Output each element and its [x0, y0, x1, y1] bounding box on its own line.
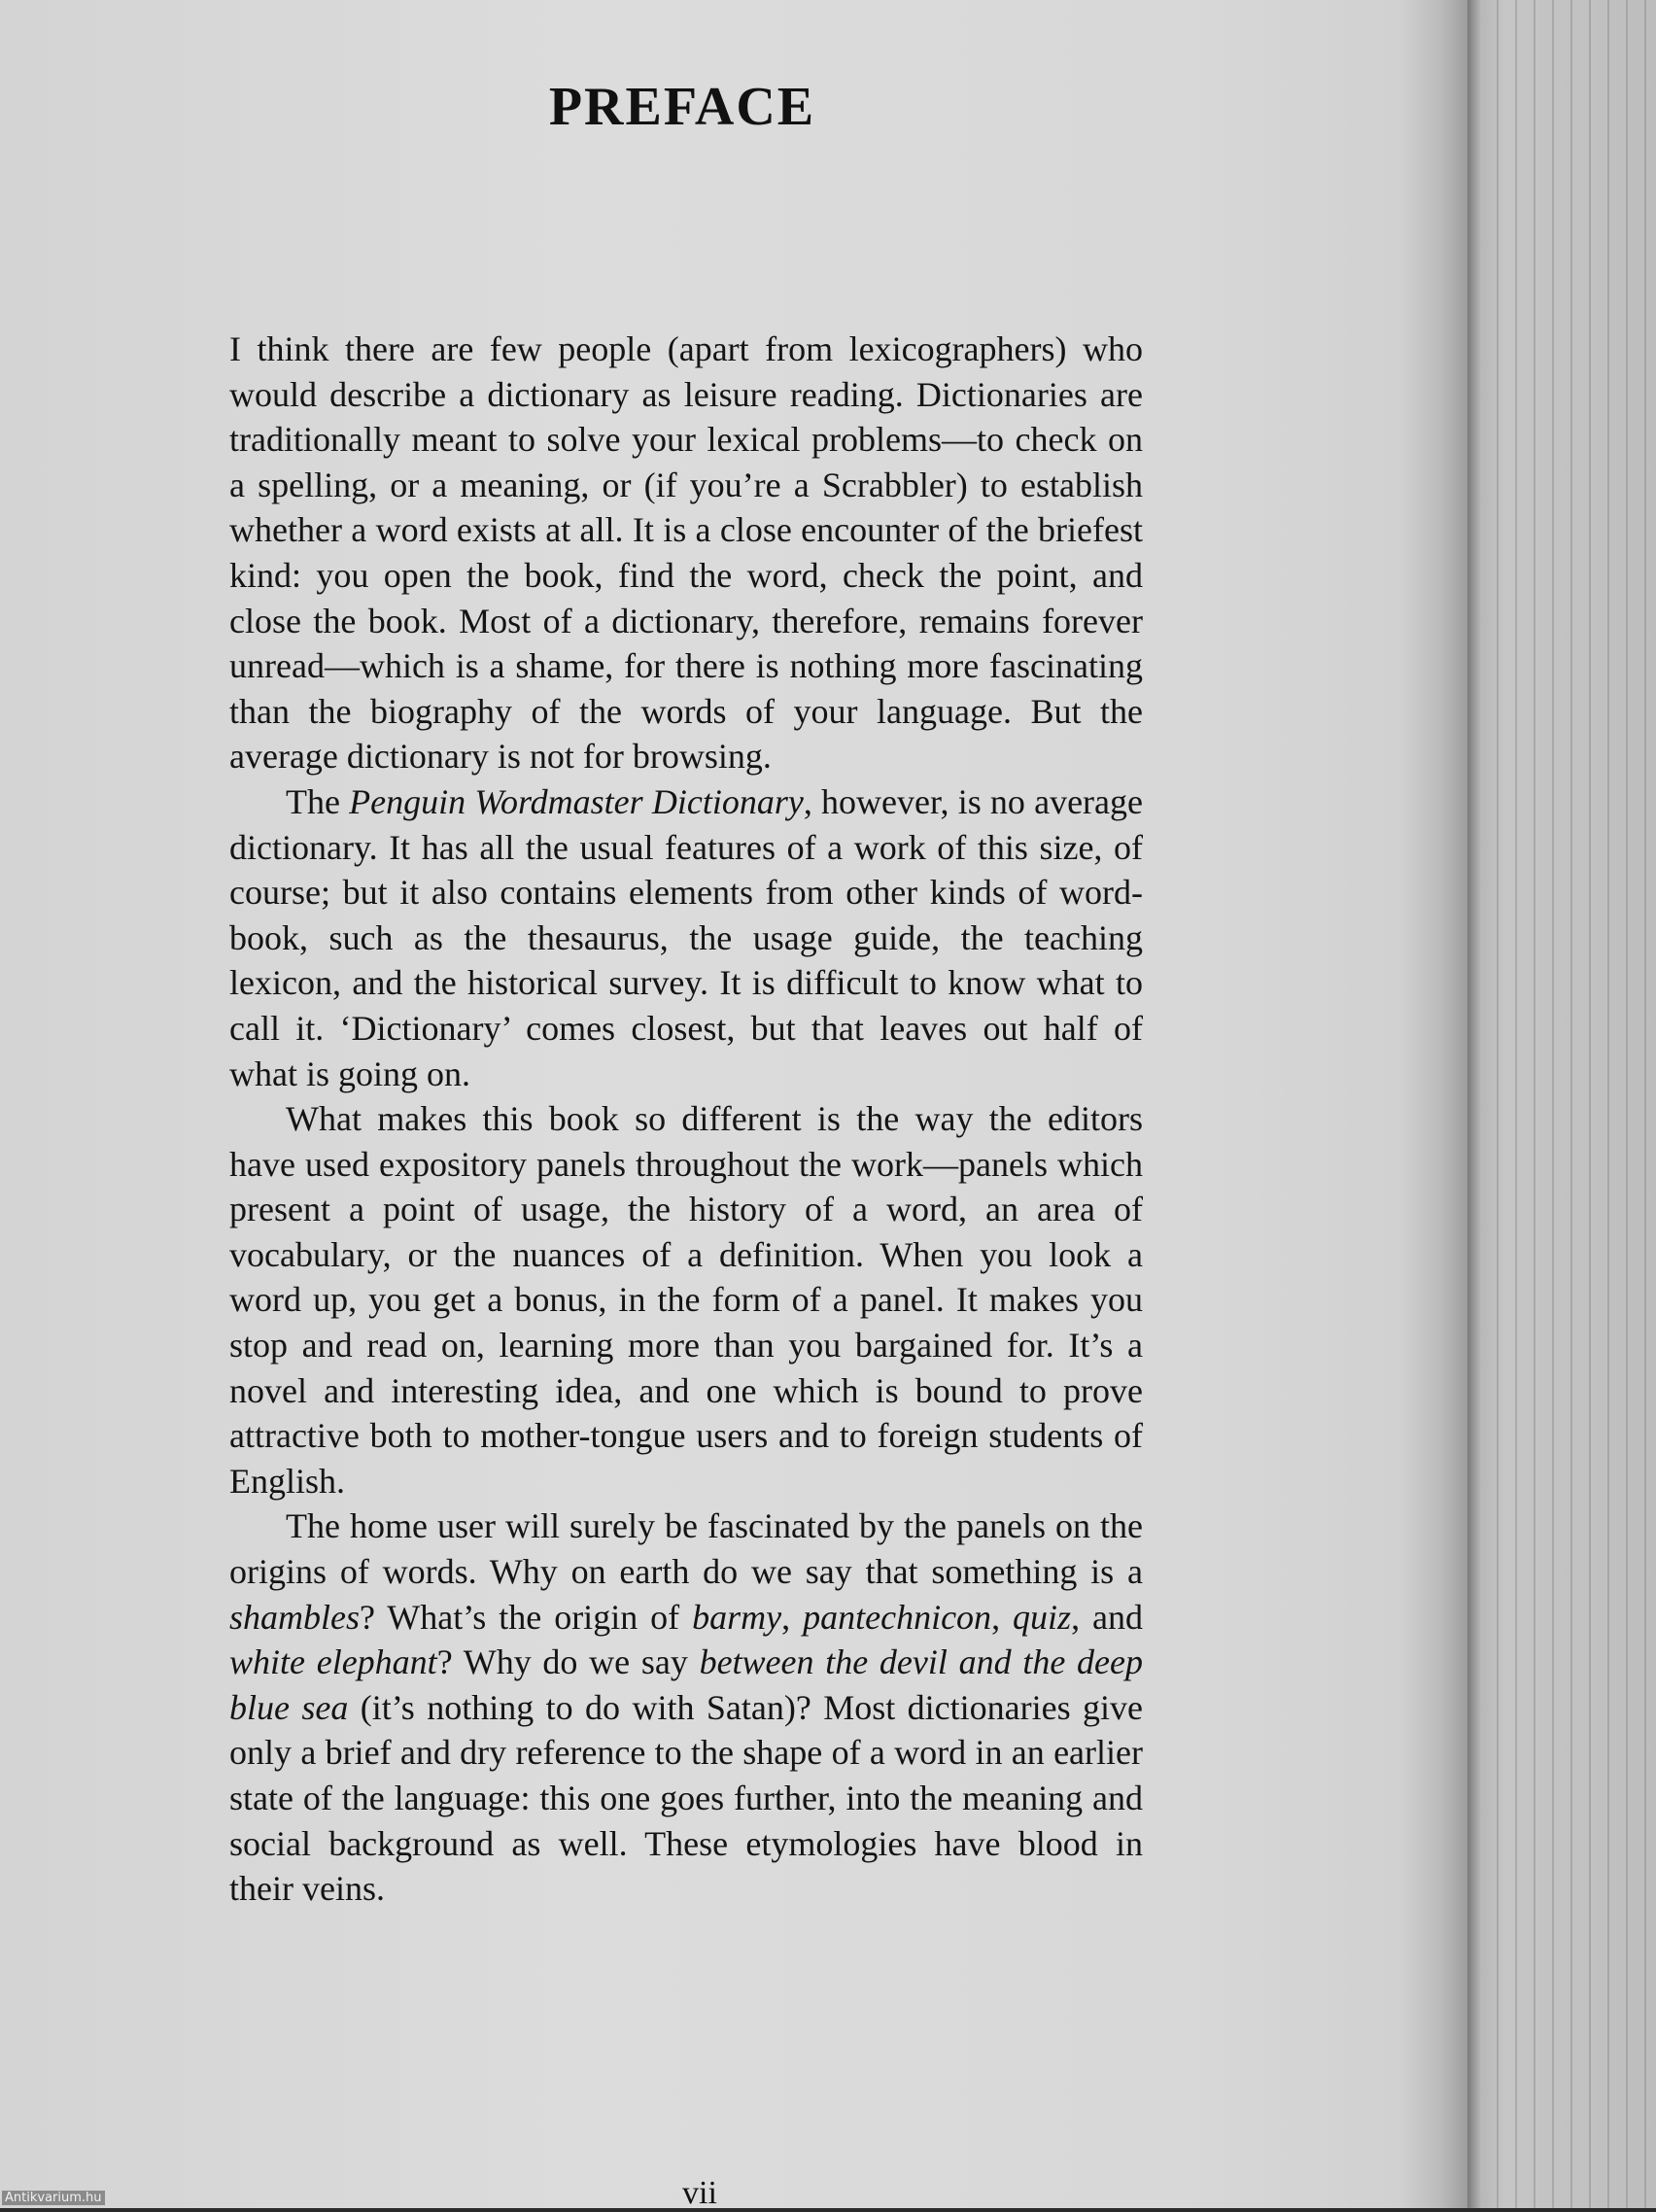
- text-run: The home user will surely be fascinated by the panels on the origins of words. Why on earth do we say that something is a: [229, 1506, 1143, 1592]
- italic-term: quiz: [1013, 1597, 1072, 1637]
- text-run: ,: [991, 1597, 1014, 1637]
- italic-term: white elephant: [229, 1642, 437, 1682]
- text-run: , however, is no average dictionary. It has all the usual features of a work of this size, of course; but it also contains elements from other kinds of word-book, such as the thesaurus, the usage guide, the teaching lexicon, and the historical survey. It is difficult to know what to call it. ‘Dictionary’ comes closest, but that leaves out half of what is going on.: [229, 781, 1143, 1093]
- page-edge-stripe: [1534, 0, 1535, 2208]
- page-edge-stripe: [1570, 0, 1572, 2208]
- italic-term: pantechnicon: [803, 1597, 992, 1637]
- page-edge-stripe: [1607, 0, 1609, 2208]
- italic-term: between the devil and the deep blue sea: [229, 1642, 1143, 1727]
- gutter-shadow: [1399, 0, 1469, 2208]
- watermark-text: Antikvarium.hu: [2, 2191, 105, 2205]
- preface-body: [229, 327, 1143, 1912]
- page-edge-stripe: [1626, 0, 1628, 2208]
- text-run: , and: [1071, 1597, 1144, 1637]
- paragraph: [229, 1096, 1143, 1503]
- paragraph: [229, 327, 1143, 779]
- page-number: vii: [682, 2175, 717, 2211]
- text-run: I think there are few people (apart from lexicographers) who would describe a dictionary as leisure reading. Dictionaries are traditionally meant to solve your lexical problems—to check on a spelling, or a meaning, or (if you’re a Scrabbler) to establish whether a word exists at all. It is a close encounter of the briefest kind: you open the book, find the word, check the point, and close the book. Most of a dictionary, therefore, remains forever unread—which is a shame, for there is nothing more fascinating than the biography of the words of your language. But the average dictionary is not for browsing.: [229, 329, 1143, 777]
- text-run: ? What’s the origin of: [360, 1597, 693, 1637]
- page-edge-stripe: [1589, 0, 1591, 2208]
- page-title: PREFACE: [548, 77, 816, 137]
- italic-term: Penguin Wordmaster Dictionary: [349, 781, 804, 821]
- page-edge-stripe: [1552, 0, 1554, 2208]
- text-run: The: [286, 781, 350, 821]
- paragraph: [229, 1503, 1143, 1911]
- text-run: (it’s nothing to do with Satan)? Most dictionaries give only a brief and dry reference to the shape of a word in an earlier state of the language: this one goes further, into the meaning and social background as well. These etymologies have blood in their veins.: [229, 1687, 1144, 1909]
- paragraph: [229, 779, 1143, 1096]
- page-edge-stripe: [1644, 0, 1646, 2208]
- text-run: ,: [781, 1597, 804, 1637]
- facing-page-edge: [1467, 0, 1656, 2208]
- page-edge-stripe: [1515, 0, 1517, 2208]
- page-edge-stripe: [1497, 0, 1499, 2208]
- italic-term: barmy: [692, 1597, 782, 1637]
- text-run: What makes this book so different is the way the editors have used expository panels throughout the work—panels which present a point of usage, the history of a word, an area of vocabulary, or the nuances of a definition. When you look a word up, you get a bonus, in the form of a panel. It makes you stop and read on, learning more than you bargained for. It’s a novel and interesting idea, and one which is bound to prove attractive both to mother-tongue users and to foreign students of English.: [229, 1099, 1143, 1501]
- text-run: ? Why do we say: [436, 1642, 700, 1682]
- italic-term: shambles: [229, 1597, 360, 1637]
